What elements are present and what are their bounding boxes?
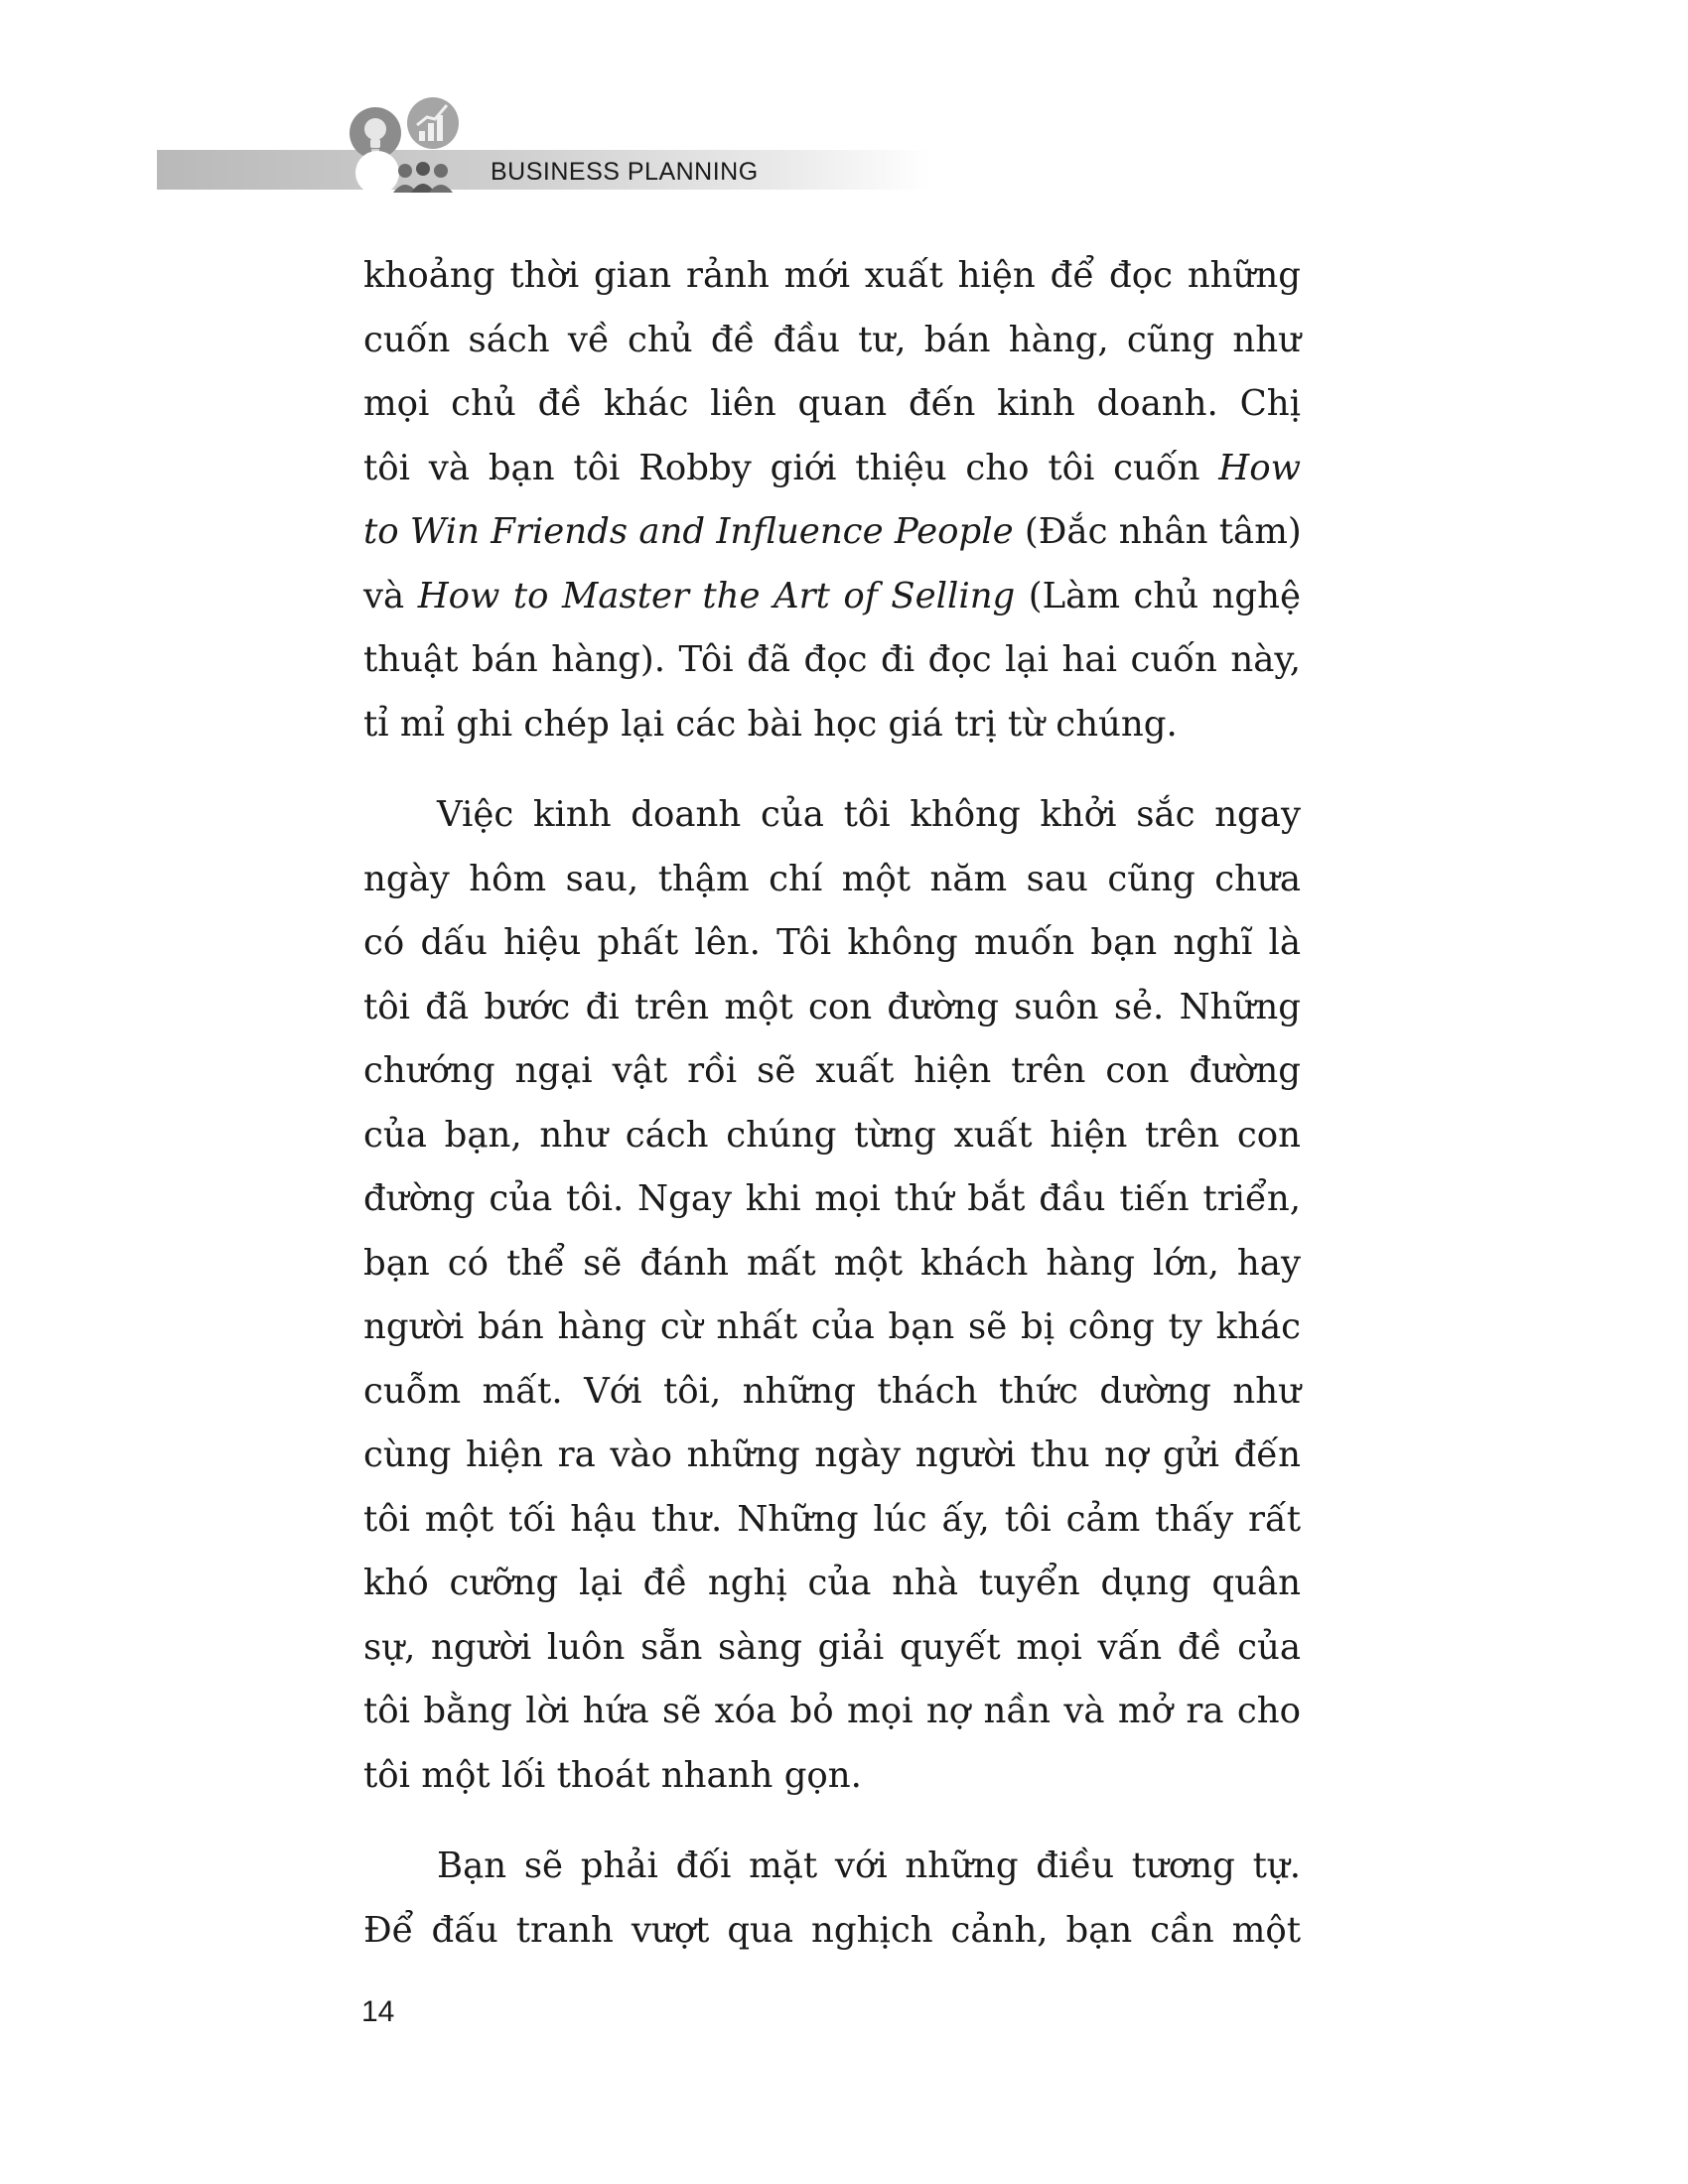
text-segment: tỉ mỉ ghi chép lại các bài học giá trị từ chúng. [363, 703, 1178, 745]
business-planning-logo [348, 95, 477, 195]
running-header-title: BUSINESS PLANNING [491, 158, 759, 186]
text-line [363, 244, 1301, 309]
text-segment: và [363, 575, 418, 616]
text-line [363, 1680, 1301, 1744]
text-line [363, 565, 1301, 629]
text-segment: sự, người luôn sẵn sàng giải quyết mọi vấn đề của [363, 1626, 1301, 1668]
text-segment: cuốn sách về chủ đề đầu tư, bán hàng, cũng như [363, 319, 1301, 360]
text-segment: Bạn sẽ phải đối mặt với những điều tương tự. [437, 1845, 1301, 1886]
text-segment: cùng hiện ra vào những ngày người thu nợ gửi đến [363, 1434, 1301, 1475]
text-segment: thuật bán hàng). Tôi đã đọc đi đọc lại hai cuốn này, [363, 639, 1301, 680]
text-segment: tôi một lối thoát nhanh gọn. [363, 1754, 862, 1796]
text-segment: của bạn, như cách chúng từng xuất hiện trên con [363, 1114, 1301, 1156]
text-line [363, 1488, 1301, 1553]
text-line [363, 1360, 1301, 1425]
body-text [363, 244, 1301, 1963]
paragraph-gap [363, 756, 1301, 783]
text-segment: mọi chủ đề khác liên quan đến kinh doanh. Chị [363, 383, 1301, 424]
text-line [363, 500, 1301, 565]
text-line [363, 1039, 1301, 1104]
text-segment: Việc kinh doanh của tôi không khởi sắc ngay [437, 794, 1301, 835]
text-segment: khó cưỡng lại đề nghị của nhà tuyển dụng quân [363, 1563, 1301, 1603]
text-segment: người bán hàng cừ nhất của bạn sẽ bị công ty khác [363, 1306, 1301, 1347]
book-title: How to Master the Art of Selling [417, 575, 1016, 616]
text-segment: có dấu hiệu phất lên. Tôi không muốn bạn nghĩ là [363, 922, 1301, 963]
text-segment: (Đắc nhân tâm) [1013, 511, 1302, 552]
text-line [363, 1232, 1301, 1297]
text-line [363, 783, 1301, 848]
text-segment: (Làm chủ nghệ [1015, 575, 1301, 616]
text-line [363, 1616, 1301, 1681]
text-segment: Để đấu tranh vượt qua nghịch cảnh, bạn cần một [363, 1909, 1301, 1951]
paragraph [363, 1835, 1301, 1963]
text-segment: khoảng thời gian rảnh mới xuất hiện để đọc những [363, 255, 1301, 296]
text-line [363, 1296, 1301, 1360]
text-line [363, 1167, 1301, 1232]
text-segment: tôi bằng lời hứa sẽ xóa bỏ mọi nợ nần và mở ra cho [363, 1691, 1301, 1731]
text-line [363, 848, 1301, 912]
page-number: 14 [361, 1995, 395, 2028]
text-segment: ngày hôm sau, thậm chí một năm sau cũng chưa [363, 858, 1301, 899]
paragraph-gap [363, 1808, 1301, 1835]
text-line [363, 1744, 1301, 1809]
text-line [363, 911, 1301, 976]
growth-chart-icon [407, 97, 459, 149]
text-line [363, 1835, 1301, 1899]
paragraph [363, 783, 1301, 1808]
book-title: How [1218, 447, 1301, 488]
text-line [363, 1104, 1301, 1168]
text-line [363, 437, 1301, 501]
text-segment: đường của tôi. Ngay khi mọi thứ bắt đầu tiến triển, [363, 1178, 1301, 1219]
text-line [363, 693, 1301, 757]
text-line [363, 1424, 1301, 1488]
paragraph [363, 244, 1301, 756]
text-segment: bạn có thể sẽ đánh mất một khách hàng lớn, hay [363, 1242, 1301, 1284]
book-title: to Win Friends and Influence People [363, 511, 1014, 552]
text-line [363, 1899, 1301, 1964]
text-line [363, 372, 1301, 437]
text-segment: tôi và bạn tôi Robby giới thiệu cho tôi cuốn [363, 447, 1219, 488]
text-line [363, 628, 1301, 693]
text-segment: tôi một tối hậu thư. Những lúc ấy, tôi cảm thấy rất [363, 1498, 1301, 1540]
text-line [363, 1552, 1301, 1616]
text-line [363, 976, 1301, 1040]
text-segment: cuỗm mất. Với tôi, những thách thức dường như [363, 1370, 1301, 1412]
business-team-icon [393, 162, 453, 193]
text-line [363, 309, 1301, 373]
text-segment: chướng ngại vật rồi sẽ xuất hiện trên con đường [363, 1050, 1301, 1091]
text-segment: tôi đã bước đi trên một con đường suôn sẻ. Những [363, 986, 1301, 1027]
